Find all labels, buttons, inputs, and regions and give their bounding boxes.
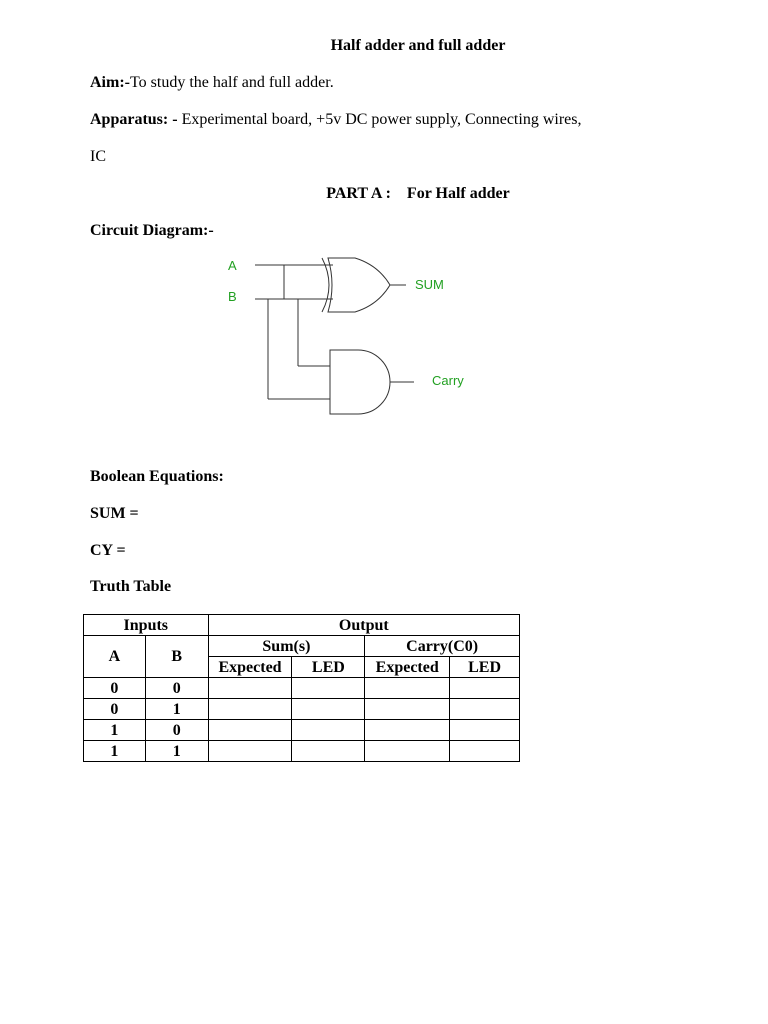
xor-gate-body (328, 258, 390, 312)
sum-expected-cell (208, 741, 292, 762)
sum-led-cell (292, 699, 365, 720)
col-b-header: B (145, 636, 208, 678)
row-b-value: 0 (145, 720, 208, 741)
carry-led-cell (450, 741, 520, 762)
sum-expected-header: Expected (208, 657, 292, 678)
row-b-value: 1 (145, 741, 208, 762)
table-row (84, 699, 520, 720)
sum-expected-cell (208, 678, 292, 699)
input-b-label: B (228, 289, 237, 304)
table-row (84, 720, 520, 741)
cy-equation: CY = (90, 542, 126, 559)
output-header: Output (208, 615, 519, 636)
inputs-header: Inputs (84, 615, 209, 636)
row-a-value: 0 (84, 699, 146, 720)
truth-table-heading: Truth Table (90, 578, 172, 595)
xor-gate-input-arc (322, 258, 329, 312)
carry-expected-cell (365, 720, 450, 741)
sum-header: Sum(s) (208, 636, 365, 657)
aim-text: To study the half and full adder. (129, 74, 334, 91)
sum-led-header: LED (292, 657, 365, 678)
carry-header: Carry(C0) (365, 636, 520, 657)
page-title: Half adder and full adder (330, 37, 506, 54)
sum-expected-cell (208, 720, 292, 741)
table-header-row (84, 615, 520, 636)
carry-expected-cell (365, 699, 450, 720)
table-subheader-row (84, 636, 520, 657)
apparatus-label: Apparatus: - (90, 111, 178, 128)
row-a-value: 1 (84, 741, 146, 762)
row-b-value: 0 (145, 678, 208, 699)
carry-led-cell (450, 678, 520, 699)
carry-expected-header: Expected (365, 657, 450, 678)
and-gate-body (330, 350, 390, 414)
apparatus-text: Experimental board, +5v DC power supply, Connecting wires, (177, 111, 582, 128)
carry-output-label: Carry (432, 373, 464, 388)
carry-expected-cell (365, 741, 450, 762)
truth-table (83, 614, 520, 762)
boolean-equations-heading: Boolean Equations: (90, 468, 224, 485)
apparatus-line (90, 110, 581, 130)
row-a-value: 0 (84, 678, 146, 699)
row-a-value: 1 (84, 720, 146, 741)
aim-line (90, 73, 334, 93)
sum-expected-cell (208, 699, 292, 720)
col-a-header: A (84, 636, 146, 678)
apparatus-continuation: IC (90, 148, 106, 165)
sum-led-cell (292, 678, 365, 699)
carry-led-cell (450, 699, 520, 720)
carry-expected-cell (365, 678, 450, 699)
table-row (84, 741, 520, 762)
sum-equation: SUM = (90, 505, 139, 522)
carry-led-cell (450, 720, 520, 741)
sum-led-cell (292, 741, 365, 762)
part-a-heading: PART A : For Half adder (326, 185, 510, 202)
row-b-value: 1 (145, 699, 208, 720)
sum-led-cell (292, 720, 365, 741)
carry-led-header: LED (450, 657, 520, 678)
circuit-diagram-heading: Circuit Diagram:- (90, 222, 214, 239)
sum-output-label: SUM (415, 277, 444, 292)
input-a-label: A (228, 258, 237, 273)
table-row (84, 678, 520, 699)
aim-label: Aim:- (90, 74, 130, 91)
